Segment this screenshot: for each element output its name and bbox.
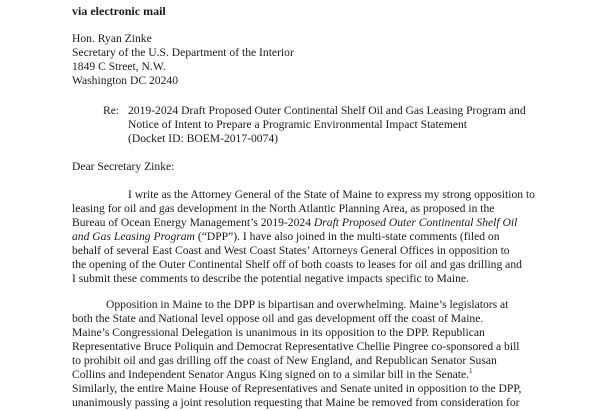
subject-line: 2019-2024 Draft Proposed Outer Continental Shelf Oil and Gas Leasing Program and xyxy=(128,104,526,117)
paragraph-text: Bureau of Ocean Energy Management’s 2019-2024 xyxy=(72,216,314,229)
paragraph-text: Collins and Independent Senator Angus King signed on to a similar bill in the Senate. xyxy=(72,368,470,381)
paragraph-line: Opposition in Maine to the DPP is bipartisan and overwhelming. Maine’s legislators at xyxy=(106,298,509,311)
subject-line: Notice of Intent to Prepare a Programic Environmental Impact Statement xyxy=(128,118,468,131)
paragraph-line: unanimously passing a joint resolution requesting that Maine be removed from consideration for xyxy=(72,396,520,409)
recipient-title: Secretary of the U.S. Department of the Interior xyxy=(72,46,294,59)
paragraph-line: to prohibit oil and gas drilling off the coast of New England, and Republican Senator Susan xyxy=(72,354,497,367)
paragraph-line: Similarly, the entire Maine House of Representatives and Senate united in opposition to the DPP, xyxy=(72,382,522,395)
paragraph-line: Maine’s Congressional Delegation is unanimous in its opposition to the DPP. Republican xyxy=(72,326,485,339)
recipient-city: Washington DC 20240 xyxy=(72,74,178,87)
paragraph-line: I submit these comments to describe the potential negative impacts specific to Maine. xyxy=(72,272,469,285)
paragraph-line: the opening of the Outer Continental Shelf off of both coasts to leases for oil and gas drilling and xyxy=(72,258,522,271)
subject-label: Re: xyxy=(103,104,120,117)
paragraph-text: (“DPP”). I have also joined in the multi-state comments (filed on xyxy=(194,230,500,243)
salutation: Dear Secretary Zinke: xyxy=(72,160,175,173)
paragraph-line xyxy=(72,230,500,245)
program-title-italic: Draft Proposed Outer Continental Shelf Oil xyxy=(313,216,518,229)
paragraph-line: leasing for oil and gas development in the North Atlantic Planning Area, as proposed in the xyxy=(72,202,495,215)
paragraph-line: I write as the Attorney General of the State of Maine to express my strong opposition to xyxy=(128,188,535,201)
paragraph-line: Representative Bruce Poliquin and Democrat Representative Chellie Pingree co-sponsored a bill xyxy=(72,340,520,353)
recipient-name: Hon. Ryan Zinke xyxy=(72,32,152,45)
paragraph-line xyxy=(72,368,473,383)
paragraph-line: behalf of several East Coast and West Coast States’ Attorneys General Offices in opposition to xyxy=(72,244,510,257)
footnote-reference[interactable]: 1 xyxy=(469,367,473,376)
paragraph-line xyxy=(72,216,517,231)
paragraph-line: both the State and National level oppose oil and gas development off the coast of Maine. xyxy=(72,312,484,325)
subject-docket: (Docket ID: BOEM-2017-0074) xyxy=(128,132,279,145)
delivery-method: via electronic mail xyxy=(72,4,166,18)
recipient-street: 1849 C Street, N.W. xyxy=(72,60,166,73)
program-title-italic: and Gas Leasing Program xyxy=(72,230,195,243)
